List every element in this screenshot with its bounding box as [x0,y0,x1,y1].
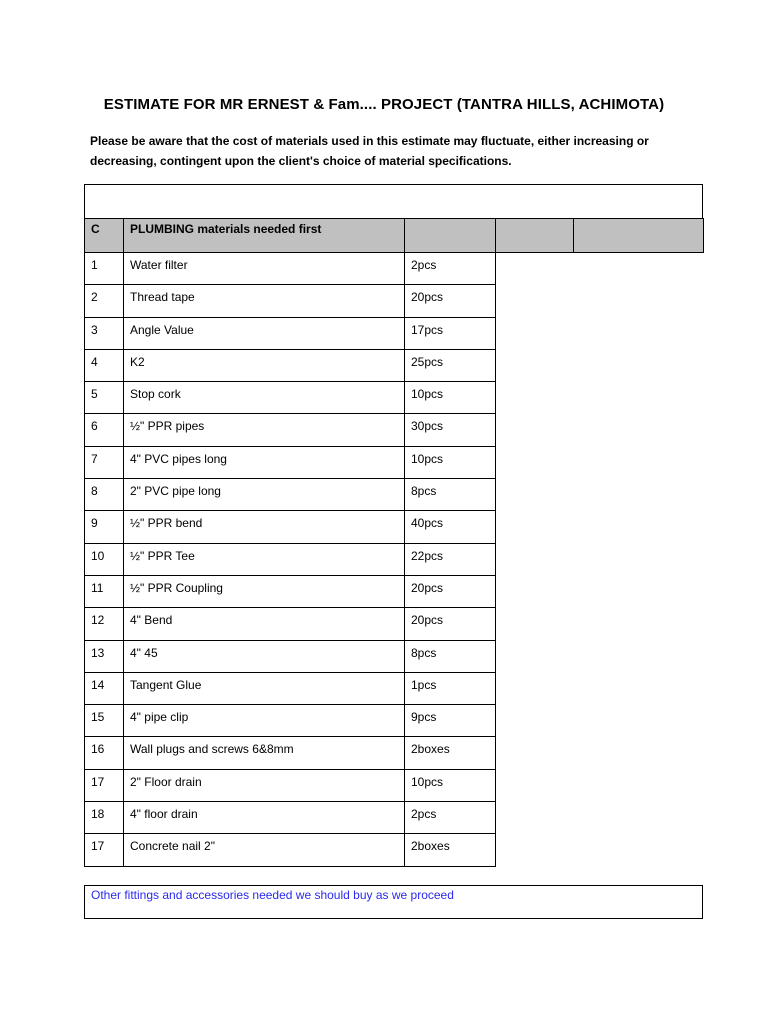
table-row [85,414,704,446]
row-blank-area [496,349,704,381]
row-blank-area [496,317,704,349]
row-quantity-cell: 2boxes [405,834,496,866]
row-number-cell: 16 [85,737,124,769]
row-item-cell: Angle Value [124,317,405,349]
table-row [85,575,704,607]
row-blank-area [496,834,704,866]
row-blank-area [496,382,704,414]
document-title: ESTIMATE FOR MR ERNEST & Fam.... PROJECT (TANTRA HILLS, ACHIMOTA) [103,96,665,113]
header-cell-quantity [405,219,496,253]
row-item-cell: ½" PPR Coupling [124,575,405,607]
row-number-cell: 3 [85,317,124,349]
row-item-cell: ½" PPR pipes [124,414,405,446]
row-number-cell: 17 [85,834,124,866]
row-item-cell: 4" PVC pipes long [124,446,405,478]
row-blank-area [496,802,704,834]
row-quantity-cell: 1pcs [405,672,496,704]
row-item-cell: 4" 45 [124,640,405,672]
row-number-cell: 2 [85,285,124,317]
row-blank-area [496,479,704,511]
table-row [85,672,704,704]
table-row [85,543,704,575]
header-cell-empty-2 [574,219,704,253]
row-number-cell: 6 [85,414,124,446]
header-cell-item: PLUMBING materials needed first [124,219,405,253]
row-item-cell: Concrete nail 2" [124,834,405,866]
table-top-blank-row [84,184,703,219]
row-item-cell: 4" floor drain [124,802,405,834]
cost-notice-line-1: Please be aware that the cost of materials used in this estimate may fluctuate, either increasing or [90,134,649,148]
row-blank-area [496,446,704,478]
row-quantity-cell: 10pcs [405,769,496,801]
row-blank-area [496,285,704,317]
row-item-cell: Stop cork [124,382,405,414]
row-quantity-cell: 8pcs [405,479,496,511]
row-number-cell: 17 [85,769,124,801]
row-blank-area [496,511,704,543]
row-item-cell: 2" Floor drain [124,769,405,801]
row-item-cell: Wall plugs and screws 6&8mm [124,737,405,769]
header-cell-number: C [85,219,124,253]
row-item-cell: ½" PPR Tee [124,543,405,575]
row-number-cell: 10 [85,543,124,575]
row-item-cell: ½" PPR bend [124,511,405,543]
row-quantity-cell: 9pcs [405,705,496,737]
cost-notice-line-2: decreasing, contingent upon the client's choice of material specifications. [90,154,512,168]
row-quantity-cell: 20pcs [405,285,496,317]
row-blank-area [496,705,704,737]
row-blank-area [496,414,704,446]
footer-note: Other fittings and accessories needed we should buy as we proceed [91,888,454,902]
table-row [85,640,704,672]
table-header-row [85,219,704,253]
table-row [85,511,704,543]
row-blank-area [496,575,704,607]
row-quantity-cell: 2pcs [405,253,496,285]
table-row [85,382,704,414]
row-number-cell: 7 [85,446,124,478]
row-quantity-cell: 2boxes [405,737,496,769]
row-number-cell: 4 [85,349,124,381]
row-number-cell: 8 [85,479,124,511]
row-quantity-cell: 10pcs [405,382,496,414]
table-row [85,769,704,801]
table-row [85,317,704,349]
row-quantity-cell: 10pcs [405,446,496,478]
row-quantity-cell: 40pcs [405,511,496,543]
row-item-cell: Tangent Glue [124,672,405,704]
row-number-cell: 5 [85,382,124,414]
row-number-cell: 9 [85,511,124,543]
row-item-cell: K2 [124,349,405,381]
table-row [85,285,704,317]
row-blank-area [496,253,704,285]
row-item-cell: Water filter [124,253,405,285]
row-number-cell: 11 [85,575,124,607]
table-row [85,608,704,640]
row-blank-area [496,543,704,575]
row-quantity-cell: 30pcs [405,414,496,446]
table-row [85,253,704,285]
row-quantity-cell: 8pcs [405,640,496,672]
row-quantity-cell: 22pcs [405,543,496,575]
row-number-cell: 12 [85,608,124,640]
row-item-cell: 4" Bend [124,608,405,640]
cost-notice [90,131,690,171]
table-row [85,705,704,737]
table-row [85,737,704,769]
row-quantity-cell: 25pcs [405,349,496,381]
row-number-cell: 13 [85,640,124,672]
row-blank-area [496,608,704,640]
table-row [85,446,704,478]
row-quantity-cell: 20pcs [405,575,496,607]
row-blank-area [496,769,704,801]
row-number-cell: 15 [85,705,124,737]
row-item-cell: 4" pipe clip [124,705,405,737]
row-number-cell: 18 [85,802,124,834]
table-row [85,802,704,834]
table-row [85,479,704,511]
row-blank-area [496,737,704,769]
row-item-cell: Thread tape [124,285,405,317]
row-quantity-cell: 20pcs [405,608,496,640]
row-item-cell: 2" PVC pipe long [124,479,405,511]
row-quantity-cell: 17pcs [405,317,496,349]
row-quantity-cell: 2pcs [405,802,496,834]
row-number-cell: 1 [85,253,124,285]
table-row [85,834,704,866]
header-cell-empty-1 [496,219,574,253]
materials-table [84,218,704,867]
table-footer-row [84,885,703,919]
row-number-cell: 14 [85,672,124,704]
row-blank-area [496,640,704,672]
row-blank-area [496,672,704,704]
table-row [85,349,704,381]
